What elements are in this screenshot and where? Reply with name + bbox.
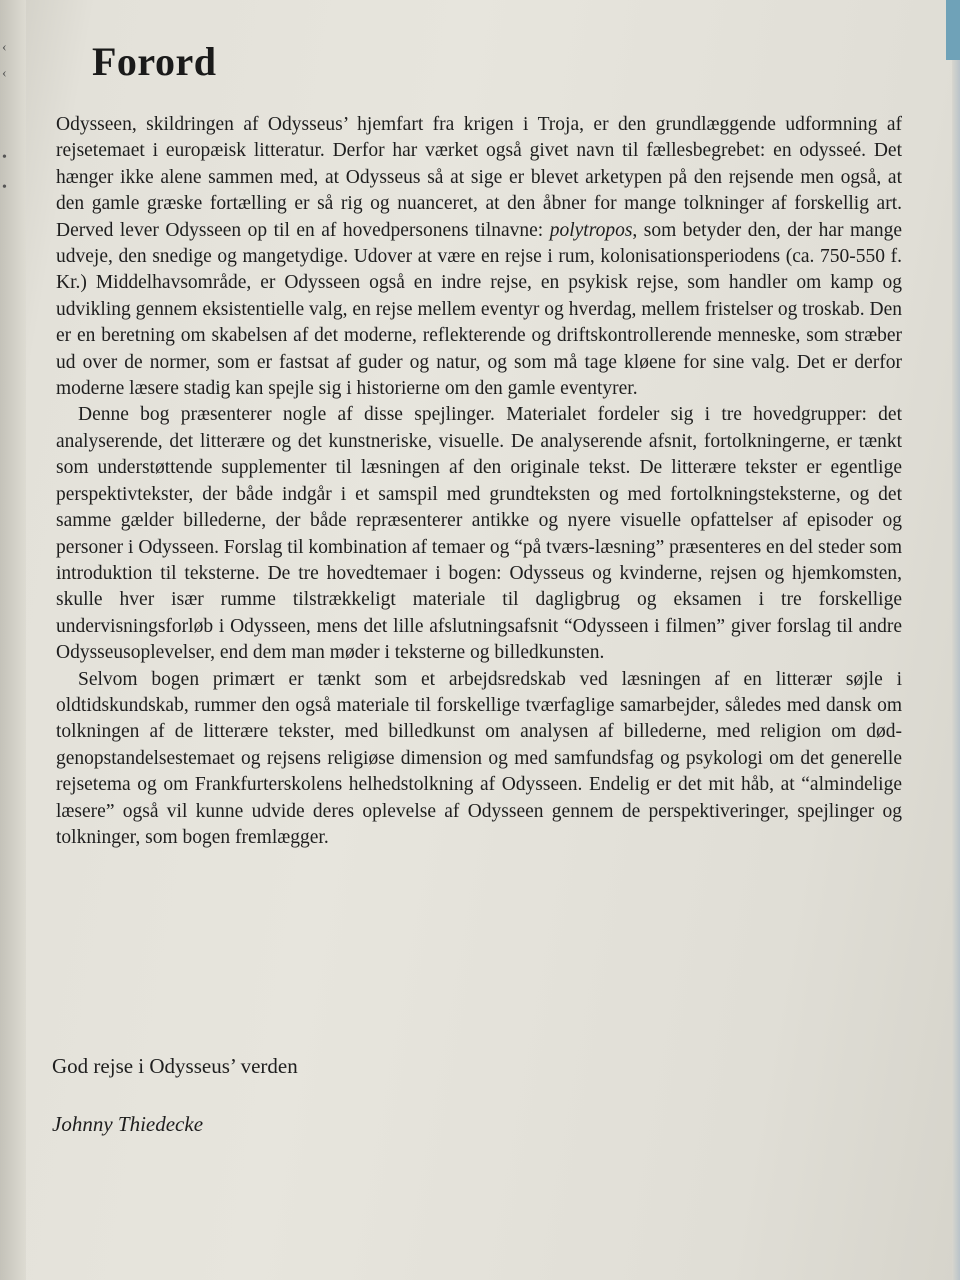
edge-glyph: • <box>2 180 7 195</box>
paragraph-1-end: , som betyder den, der har mange udveje, den snedige og mangetydige. Udover at være en rejse i rum, kolonisationsperiodens (ca. 750-550 f. Kr.) Middelhavsområde, er Odysseen også en indre rejse, en psykisk rejse, som handler om kamp og udvikling gennem eksistentielle valg, en rejse mellem eventyr og hverdag, mellem fristelser og troskab. Den er en beretning om skabelsen af det moderne, reflekterende og driftskontrollerende menneske, som stræber ud over de normer, som er fastsat af guder og natur, og som må tage kløene for sine valg. Det er derfor moderne læsere stadig kan spejle sig i historierne om den gamle eventyrer. <box>56 219 902 400</box>
edge-glyph: • <box>2 150 7 165</box>
paragraph-3: Selvom bogen primært er tænkt som et arbejdsredskab ved læsningen af en litterær søjle i oldtidskundskab, rummer den også materiale til forskellige tværfaglige samarbejder, således med dansk om tolkningen af de litterære tekster, med billedkunst om analysen af billederne, med religion om død-genopstandelsestemaet og rejsens religiøse dimension og med samfundsfag og psykologi om det generelle rejsetema og om Frankfurterskolens helhedstolkning af Odysseen. Endelig er det mit håb, at “almindelige læsere” også vil kunne udvide deres oplevelse af Odysseen gennem de perspektiveringer, spejlinger og tolkninger, som bogen fremlægger. <box>56 668 902 848</box>
edge-glyph: ‹ <box>2 40 7 55</box>
closing-greeting: God rejse i Odysseus’ verden <box>52 1054 298 1078</box>
page-title: Forord <box>92 39 217 84</box>
foreword-body <box>56 112 902 851</box>
paragraph-1-italic-term: polytropos <box>549 219 633 241</box>
facing-page-edge <box>0 0 26 1280</box>
author-signature: Johnny Thiedecke <box>52 1112 204 1136</box>
page-right-edge <box>952 0 960 1280</box>
paragraph-2: Denne bog præsenterer nogle af disse spejlinger. Materialet fordeler sig i tre hovedgrupper: det analyserende, det litterære og det kunstneriske, visuelle. De analyserende afsnit, fortolkningerne, er tænkt som understøttende supplementer til læsningen af den originale tekst. De litterære tekster er egentlige perspektivtekster, der både indgår i et samspil med grundteksten og med fortolkningsteksterne, og det samme gælder billederne, der både repræsenterer antikke og nyere visuelle opfattelser af episoder og personer i Odysseen. Forslag til kombination af temaer og “på tværs-læsning” præsenteres en del steder som introduktion til teksterne. De tre hovedtemaer i bogen: Odysseus og kvinderne, rejsen og hjemkomsten, skulle hver især rumme tilstrækkeligt materiale til dagligbrug og eksamen i tre forskellige undervisningsforløb i Odysseen, mens det lille afslutningsafsnit “Odysseen i filmen” giver forslag til andre Odysseusoplevelser, end dem man møder i teksterne og billedkunsten. <box>56 404 902 664</box>
paragraph-1-start: Odysseen, skildringen af Odysseus’ hjemfart fra krigen i Troja, er den grundlæggende udformning af rejsetemaet i europæisk litteratur. Derfor har værket også givet navn til fællesbegrebet: en odysseé. Det hænger ikke alene sammen med, at Odysseus så at sige er blevet arketypen på den rejsende men også, at den gamle græske fortælling er så rig og nuanceret, at den åbner for mange tolkninger af forskellig art. Derved lever Odysseen op til en af hovedpersonens tilnavne: <box>56 114 902 241</box>
paragraph-1 <box>56 112 902 402</box>
background-corner <box>946 0 960 60</box>
edge-glyph: ‹ <box>2 66 7 81</box>
